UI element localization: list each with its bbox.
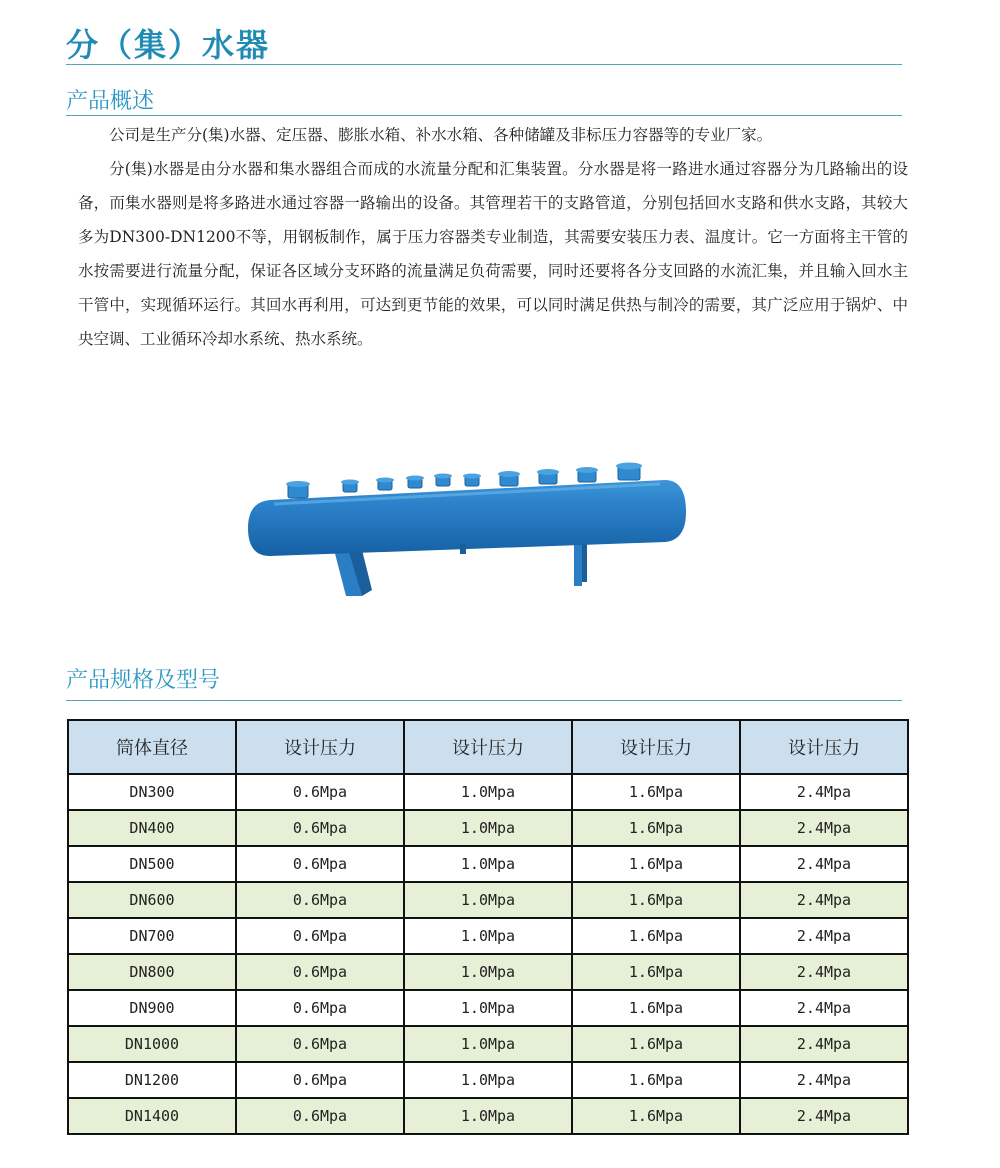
pressure-cell: 1.6Mpa [572, 1098, 740, 1134]
specs-divider [66, 700, 902, 701]
page-title: 分（集）水器 [66, 26, 271, 64]
pressure-cell: 0.6Mpa [236, 846, 404, 882]
table-row [68, 1026, 908, 1062]
pressure-cell: 1.0Mpa [404, 990, 572, 1026]
table-body [68, 774, 908, 1134]
pressure-cell: 1.0Mpa [404, 1098, 572, 1134]
column-header: 设计压力 [404, 720, 572, 774]
pressure-cell: 1.0Mpa [404, 810, 572, 846]
pressure-cell: 2.4Mpa [740, 882, 908, 918]
pressure-cell: 1.6Mpa [572, 810, 740, 846]
title-divider [66, 64, 902, 65]
table-row [68, 990, 908, 1026]
pressure-cell: 1.6Mpa [572, 846, 740, 882]
pressure-cell: 0.6Mpa [236, 1026, 404, 1062]
tank-drain [460, 544, 466, 554]
pressure-cell: 0.6Mpa [236, 774, 404, 810]
pressure-cell: 2.4Mpa [740, 1062, 908, 1098]
pressure-cell: 1.0Mpa [404, 918, 572, 954]
table-row [68, 810, 908, 846]
pressure-cell: 0.6Mpa [236, 1098, 404, 1134]
diameter-cell: DN800 [68, 954, 236, 990]
pressure-cell: 1.6Mpa [572, 774, 740, 810]
overview-paragraph: 分(集)水器是由分水器和集水器组合而成的水流量分配和汇集装置。分水器是将一路进水通过容器分为几路输出的设备，而集水器则是将多路进水通过容器一路输出的设备。其管理若干的支路管道，分别包括回水支路和供水支路，其较大多为DN300-DN1200不等，用钢板制作，属于压力容器类专业制造，其需要安装压力表、温度计。它一方面将主干管的水按需要进行流量分配，保证各区域分支环路的流量满足负荷需要，同时还要将各分支回路的水流汇集，并且输入回水主干管中，实现循环运行。其回水再利用，可达到更节能的效果，可以同时满足供热与制冷的需要，其广泛应用于锅炉、中央空调、工业循环冷却水系统、热水系统。 [78, 160, 908, 348]
column-header: 设计压力 [236, 720, 404, 774]
pressure-cell: 1.6Mpa [572, 918, 740, 954]
pressure-cell: 0.6Mpa [236, 1062, 404, 1098]
pressure-cell: 2.4Mpa [740, 1026, 908, 1062]
column-header: 设计压力 [572, 720, 740, 774]
diameter-cell: DN600 [68, 882, 236, 918]
table-row [68, 918, 908, 954]
diameter-cell: DN1400 [68, 1098, 236, 1134]
pressure-cell: 1.0Mpa [404, 1062, 572, 1098]
pressure-cell: 2.4Mpa [740, 954, 908, 990]
pressure-cell: 1.6Mpa [572, 990, 740, 1026]
overview-paragraph: 公司是生产分(集)水器、定压器、膨胀水箱、补水水箱、各种储罐及非标压力容器等的专业厂家。 [109, 126, 773, 144]
pressure-cell: 0.6Mpa [236, 882, 404, 918]
overview-divider [66, 115, 902, 116]
pressure-cell: 2.4Mpa [740, 810, 908, 846]
pressure-cell: 2.4Mpa [740, 918, 908, 954]
pressure-cell: 1.0Mpa [404, 954, 572, 990]
table-row [68, 954, 908, 990]
pressure-cell: 1.0Mpa [404, 846, 572, 882]
pressure-cell: 1.6Mpa [572, 1062, 740, 1098]
table-row [68, 846, 908, 882]
diameter-cell: DN300 [68, 774, 236, 810]
diameter-cell: DN1000 [68, 1026, 236, 1062]
pressure-cell: 0.6Mpa [236, 918, 404, 954]
pressure-cell: 1.0Mpa [404, 1026, 572, 1062]
table-row [68, 774, 908, 810]
pressure-cell: 2.4Mpa [740, 1098, 908, 1134]
pressure-cell: 2.4Mpa [740, 774, 908, 810]
water-distributor-image [240, 450, 700, 610]
pressure-cell: 2.4Mpa [740, 990, 908, 1026]
spec-table [67, 719, 909, 1135]
pressure-cell: 1.6Mpa [572, 954, 740, 990]
tank-body [248, 480, 686, 556]
table-row [68, 1062, 908, 1098]
pressure-cell: 1.6Mpa [572, 1026, 740, 1062]
pressure-cell: 0.6Mpa [236, 810, 404, 846]
table-row [68, 1098, 908, 1134]
table-row [68, 882, 908, 918]
diameter-cell: DN400 [68, 810, 236, 846]
pressure-cell: 0.6Mpa [236, 990, 404, 1026]
diameter-cell: DN900 [68, 990, 236, 1026]
pressure-cell: 1.0Mpa [404, 774, 572, 810]
overview-heading: 产品概述 [66, 89, 155, 114]
pressure-cell: 2.4Mpa [740, 846, 908, 882]
diameter-cell: DN1200 [68, 1062, 236, 1098]
column-header: 筒体直径 [68, 720, 236, 774]
specs-heading: 产品规格及型号 [66, 668, 221, 693]
diameter-cell: DN700 [68, 918, 236, 954]
table-header-row [68, 720, 908, 774]
pressure-cell: 1.0Mpa [404, 882, 572, 918]
pressure-cell: 0.6Mpa [236, 954, 404, 990]
column-header: 设计压力 [740, 720, 908, 774]
diameter-cell: DN500 [68, 846, 236, 882]
overview-text [78, 118, 908, 356]
pressure-cell: 1.6Mpa [572, 882, 740, 918]
